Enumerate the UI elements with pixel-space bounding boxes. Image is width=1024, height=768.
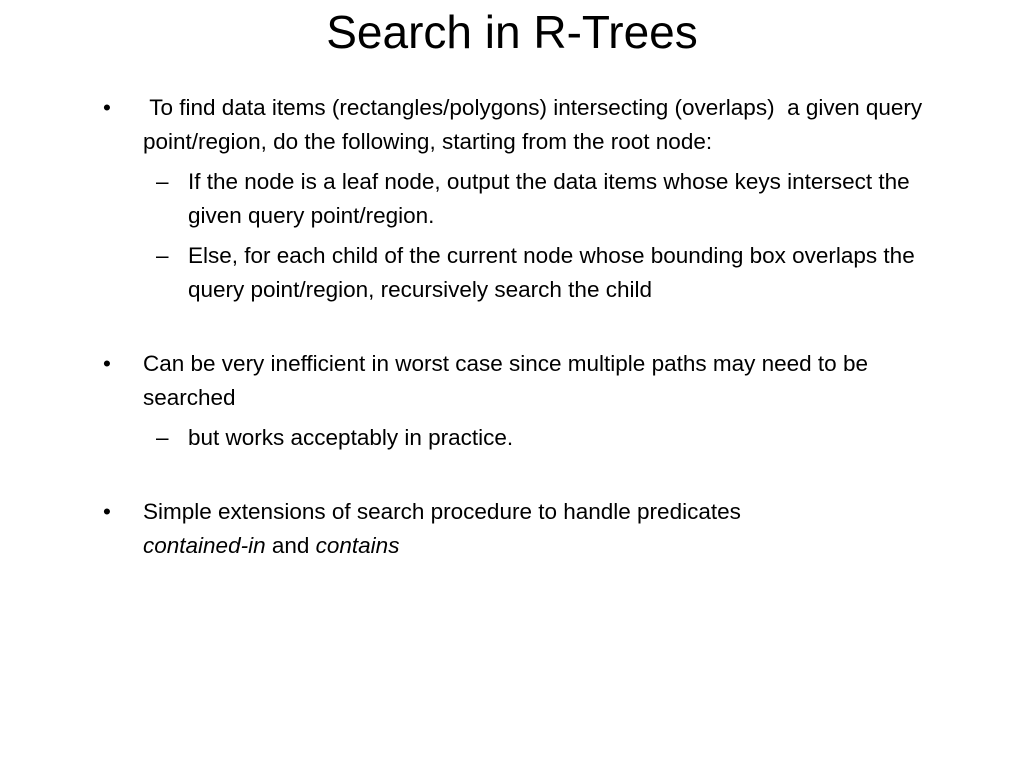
dash-mark: – [156,425,169,450]
sub-bullet-item-1-2 [0,239,923,307]
bullet-item-1 [0,91,929,159]
slide-body [0,91,1024,563]
bullet-item-2 [0,347,923,415]
connector-text: and [265,533,316,558]
sub-bullet-item-2-1 [0,421,923,455]
dash-mark: – [156,169,169,194]
bullet-mark: • [103,351,111,376]
sub-bullet-text: Else, for each child of the current node whose bounding box overlaps the query point/region, recursively search the child [188,243,915,302]
sub-bullet-text: If the node is a leaf node, output the data items whose keys intersect the given query point/region. [188,169,910,228]
bullet-text: Can be very inefficient in worst case since multiple paths may need to be searched [143,351,868,410]
italic-term-contained-in: contained-in [143,533,266,558]
sub-bullet-item-1-1 [0,165,923,233]
italic-term-contains: contains [315,533,400,558]
bullet-text: To find data items (rectangles/polygons) intersecting (overlaps) a given query point/region, do the following, starting from the root node: [143,95,929,154]
bullet-mark: • [103,499,111,524]
sub-bullet-text: but works acceptably in practice. [188,425,514,450]
dash-mark: – [156,243,169,268]
bullet-mark: • [103,95,111,120]
slide-title: Search in R-Trees [326,6,698,58]
bullet-item-3 [0,495,923,563]
bullet-text-prefix: Simple extensions of search procedure to handle predicates [143,499,741,524]
